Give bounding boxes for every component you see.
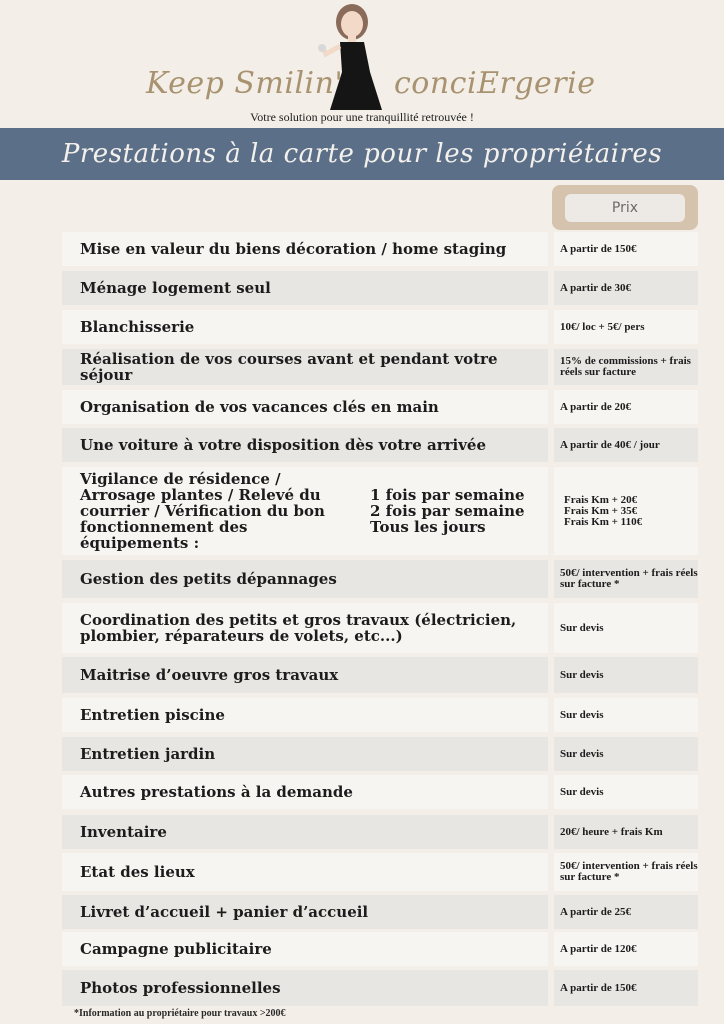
- service-price: 15% de commissions + frais réels sur facture: [554, 349, 698, 385]
- table-row: [62, 428, 698, 462]
- service-label: Maitrise d’oeuvre gros travaux: [62, 657, 548, 693]
- service-price: 20€/ heure + frais Km: [554, 815, 698, 849]
- service-price: 50€/ intervention + frais réels sur facture *: [554, 560, 698, 598]
- service-label: Mise en valeur du biens décoration / home staging: [62, 232, 548, 266]
- service-label: Entretien piscine: [62, 698, 548, 732]
- service-price: A partir de 120€: [554, 932, 698, 966]
- price-column-header: [552, 185, 698, 230]
- table-row: [62, 349, 698, 385]
- table-row: [62, 932, 698, 966]
- service-label: Autres prestations à la demande: [62, 775, 548, 809]
- service-price: Frais Km + 35€: [564, 504, 638, 517]
- service-price: Sur devis: [554, 698, 698, 732]
- service-price-cell: [554, 467, 698, 555]
- service-price: A partir de 25€: [554, 895, 698, 929]
- tagline: Votre solution pour une tranquillité retrouvée !: [250, 110, 474, 124]
- table-row: [62, 775, 698, 809]
- table-row: [62, 232, 698, 266]
- service-label: Livret d’accueil + panier d’accueil: [62, 895, 548, 929]
- service-label: Ménage logement seul: [62, 271, 548, 305]
- service-price: Sur devis: [554, 657, 698, 693]
- frequency-item: Tous les jours: [370, 518, 486, 536]
- frequency-item: 2 fois par semaine: [370, 502, 525, 520]
- table-row: [62, 698, 698, 732]
- service-price: Frais Km + 20€: [564, 493, 638, 506]
- service-label: Inventaire: [62, 815, 548, 849]
- title-banner: [0, 128, 724, 180]
- price-header-label: Prix: [565, 194, 685, 222]
- logo-text-right: conciErgerie: [394, 66, 596, 101]
- service-label: Campagne publicitaire: [62, 932, 548, 966]
- service-price: A partir de 150€: [554, 232, 698, 266]
- table-row: [62, 657, 698, 693]
- table-row: [62, 390, 698, 424]
- footnote: *Information au propriétaire pour travaux >200€: [74, 1008, 286, 1019]
- service-label: Vigilance de résidence / Arrosage plantes / Relevé du courrier / Vérification du bon fonctionnement des équipements :: [80, 470, 325, 552]
- service-label: Gestion des petits dépannages: [62, 560, 548, 598]
- service-price: A partir de 20€: [554, 390, 698, 424]
- service-label: Une voiture à votre disposition dès votre arrivée: [62, 428, 548, 462]
- logo: [0, 0, 724, 128]
- service-price: Sur devis: [554, 737, 698, 771]
- service-price: Frais Km + 110€: [564, 515, 643, 528]
- service-label: Réalisation de vos courses avant et pendant votre séjour: [62, 349, 548, 385]
- service-label-cell: [62, 467, 548, 555]
- service-label: Blanchisserie: [62, 310, 548, 344]
- frequency-list: [370, 487, 525, 535]
- table-row: [62, 560, 698, 598]
- service-label: Coordination des petits et gros travaux (électricien, plombier, réparateurs de volets, etc...): [62, 603, 548, 653]
- frequency-item: 1 fois par semaine: [370, 486, 525, 504]
- table-row: [62, 271, 698, 305]
- service-price: A partir de 40€ / jour: [554, 428, 698, 462]
- service-price: Sur devis: [554, 775, 698, 809]
- service-price: Sur devis: [554, 603, 698, 653]
- service-price: 10€/ loc + 5€/ pers: [554, 310, 698, 344]
- table-row: [62, 895, 698, 929]
- table-row: [62, 970, 698, 1006]
- service-label: Entretien jardin: [62, 737, 548, 771]
- frequency-price-list: [564, 495, 642, 528]
- table-row: [62, 737, 698, 771]
- service-price: A partir de 150€: [554, 970, 698, 1006]
- service-price: A partir de 30€: [554, 271, 698, 305]
- service-label: Photos professionnelles: [62, 970, 548, 1006]
- service-price: 50€/ intervention + frais réels sur facture *: [554, 853, 698, 891]
- page-title: Prestations à la carte pour les propriétaires: [61, 139, 663, 169]
- table-row-vigilance: [62, 467, 698, 555]
- table-row: [62, 310, 698, 344]
- service-label: Organisation de vos vacances clés en main: [62, 390, 548, 424]
- logo-text-left: Keep Smilin': [146, 66, 344, 101]
- table-row: [62, 603, 698, 653]
- service-label: Etat des lieux: [62, 853, 548, 891]
- table-row: [62, 853, 698, 891]
- table-row: [62, 815, 698, 849]
